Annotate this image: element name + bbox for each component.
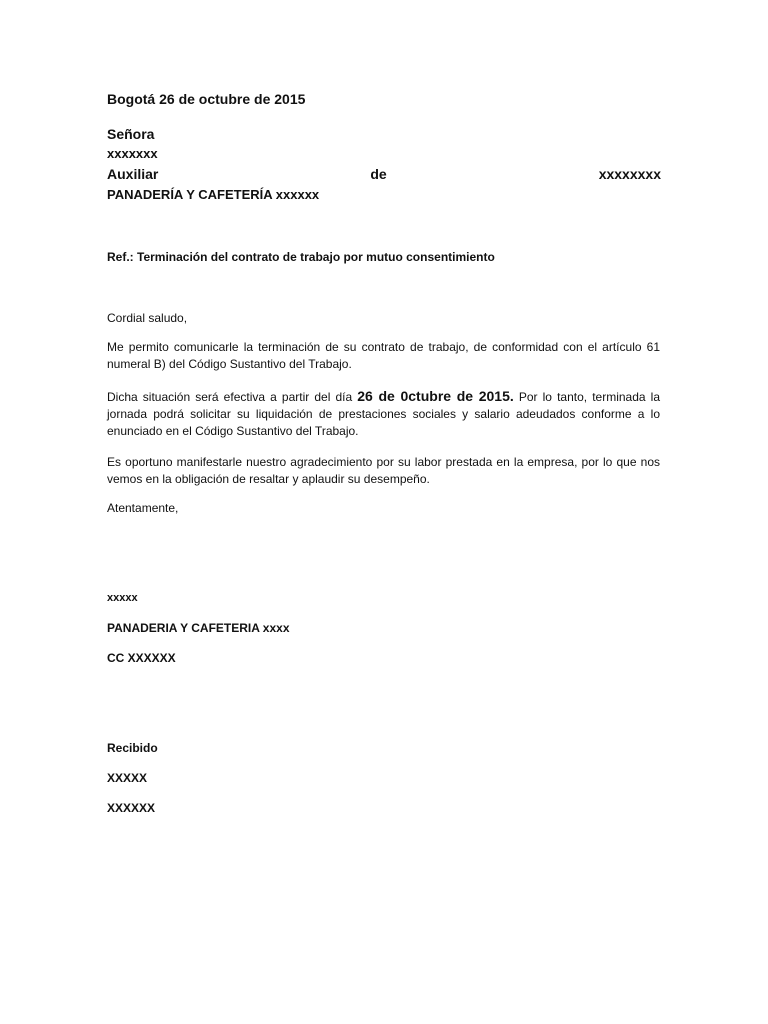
body-paragraph-1: Me permito comunicarle la terminación de su contrato de trabajo, de conformidad con el artículo 61 numeral B) del Código Sustantivo del Trabajo. <box>107 340 660 371</box>
recipient-name: xxxxxxx <box>107 146 158 161</box>
signature-id: CC XXXXXX <box>107 651 176 665</box>
received-line-1: XXXXX <box>107 771 148 785</box>
body-paragraph-3: Es oportuno manifestarle nuestro agradecimiento por su labor prestada en la empresa, por lo que nos vemos en la obligación de resaltar y aplaudir su desempeño. <box>107 455 660 486</box>
recipient-company: PANADERÍA Y CAFETERÍA xxxxxx <box>107 187 320 202</box>
effective-date: 26 de 0ctubre de 2015. <box>357 388 514 404</box>
recipient-role-place: xxxxxxxx <box>598 166 661 182</box>
date-line: Bogotá 26 de octubre de 2015 <box>107 91 306 107</box>
recipient-role-connector: de <box>370 166 387 182</box>
paragraph-2-intro: Dicha situación será efectiva a partir del día <box>107 390 358 404</box>
recipient-role-line <box>107 166 661 182</box>
recipient-role: Auxiliar <box>107 166 159 182</box>
reference-line: Ref.: Terminación del contrato de trabajo por mutuo consentimiento <box>107 250 495 264</box>
signature-company: PANADERIA Y CAFETERIA xxxx <box>107 621 290 635</box>
greeting: Cordial saludo, <box>107 311 188 325</box>
closing: Atentamente, <box>107 501 179 515</box>
body-paragraph-2 <box>107 388 660 440</box>
paragraph-2-rest: Por lo tanto, terminada la jornada podrá solicitar su liquidación de prestaciones sociales y salario adeudados conforme a lo enunciado en el Código Sustantivo del Trabajo. <box>107 390 660 438</box>
received-label: Recibido <box>107 741 158 755</box>
received-line-2: XXXXXX <box>107 801 156 815</box>
signature-name: xxxxx <box>107 592 138 604</box>
recipient-title: Señora <box>107 126 155 142</box>
